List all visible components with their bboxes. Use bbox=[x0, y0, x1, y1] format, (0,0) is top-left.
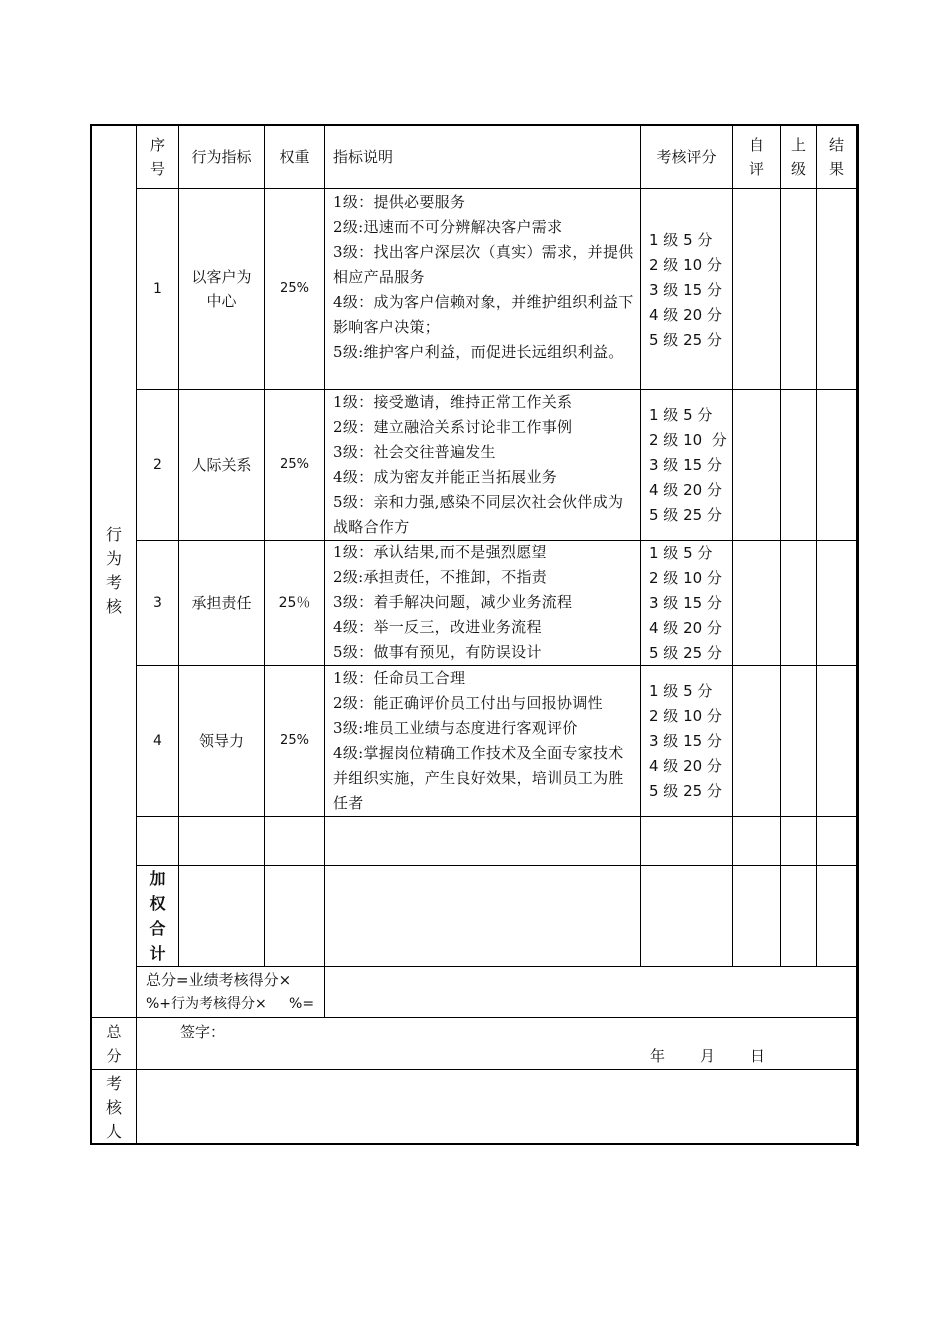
header-self: 自 评 bbox=[748, 135, 764, 178]
row1-scoring: 1 级 5 分 2 级 10 分 3 级 15 分 4 级 20 分 5 级 25 分 bbox=[649, 231, 722, 349]
date-day: 日 bbox=[750, 1047, 766, 1065]
right-border-bottom bbox=[856, 966, 859, 1146]
total-formula-line1: 总分=业绩考核得分× bbox=[146, 971, 292, 989]
reviewer-label: 考 核 人 bbox=[105, 1073, 122, 1141]
grid-line bbox=[136, 865, 858, 866]
total-label: 总 分 bbox=[106, 1022, 122, 1065]
grid-line bbox=[324, 124, 325, 1018]
row1-seq: 1 bbox=[153, 281, 162, 297]
row3-seq: 3 bbox=[153, 595, 162, 611]
row4-scoring: 1 级 5 分 2 级 10 分 3 级 15 分 4 级 20 分 5 级 25 分 bbox=[649, 682, 722, 800]
row2-description: 1级：接受邀请，维持正常工作关系 2级：建立融洽关系讨论非工作事例 3级：社会交往普遍发生 4级：成为密友并能正当拓展业务 5级：亲和力强,感染不同层次社会伙伴成为战略合作方 bbox=[333, 393, 624, 536]
header-indicator: 行为指标 bbox=[191, 147, 252, 166]
row3-scoring: 1 级 5 分 2 级 10 分 3 级 15 分 4 级 20 分 5 级 25 分 bbox=[649, 544, 722, 662]
row3-indicator: 承担责任 bbox=[191, 594, 252, 612]
right-border-top bbox=[856, 124, 859, 967]
row3-weight: 25％ bbox=[278, 595, 311, 611]
grid-line bbox=[136, 816, 858, 817]
row2-weight: 25% bbox=[280, 457, 309, 472]
header-weight: 权重 bbox=[279, 147, 310, 166]
date-year: 年 bbox=[650, 1047, 666, 1065]
grid-line bbox=[780, 124, 781, 967]
grid-line bbox=[136, 966, 858, 967]
row2-seq: 2 bbox=[153, 457, 162, 473]
total-formula-line2: %+行为考核得分× %= bbox=[146, 996, 315, 1012]
header-result: 结 果 bbox=[828, 135, 844, 178]
row1-weight: 25% bbox=[280, 281, 309, 296]
grid-line bbox=[90, 1069, 858, 1070]
grid-line bbox=[816, 124, 817, 967]
header-scoring: 考核评分 bbox=[656, 147, 717, 166]
grid-line bbox=[640, 124, 641, 967]
weighted-total-label: 加 权 合 计 bbox=[149, 869, 166, 963]
row2-scoring: 1 级 5 分 2 级 10 分 3 级 15 分 4 级 20 分 5 级 25 分 bbox=[649, 406, 727, 524]
header-superior: 上 级 bbox=[790, 135, 806, 178]
row4-weight: 25% bbox=[280, 733, 309, 748]
signature-label: 签字： bbox=[180, 1023, 226, 1041]
grid-line bbox=[90, 1017, 858, 1018]
row3-description: 1级：承认结果,而不是强烈愿望 2级:承担责任，不推卸，不指责 3级：着手解决问题，减少业务流程 4级：举一反三，改进业务流程 5级：做事有预见，有防误设计 bbox=[333, 543, 573, 661]
row4-description: 1级：任命员工合理 2级：能正确评价员工付出与回报协调性 3级:堆员工业绩与态度进行客观评价 4级:掌握岗位精确工作技术及全面专家技术并组织实施，产生良好效果，培训员工为胜任者 bbox=[333, 669, 624, 812]
row4-seq: 4 bbox=[153, 733, 162, 749]
row4-indicator: 领导力 bbox=[198, 732, 244, 750]
row1-indicator: 以客户为中心 bbox=[191, 268, 252, 310]
grid-line bbox=[732, 124, 733, 967]
row1-description: 1级：提供必要服务 2级:迅速而不可分辨解决客户需求 3级：找出客户深层次（真实）需求，并提供相应产品服务 4级：成为客户信赖对象，并维护组织利益下影响客户决策； 5级:维护客户利益，而促进长远组织利益。 bbox=[333, 193, 634, 361]
section-label-behavior bbox=[92, 124, 136, 1017]
section-label-text: 行 为 考 核 bbox=[105, 524, 122, 616]
row2-indicator: 人际关系 bbox=[191, 456, 252, 474]
header-seq: 序 号 bbox=[149, 135, 165, 178]
date-month: 月 bbox=[700, 1047, 716, 1065]
header-description: 指标说明 bbox=[333, 147, 394, 166]
